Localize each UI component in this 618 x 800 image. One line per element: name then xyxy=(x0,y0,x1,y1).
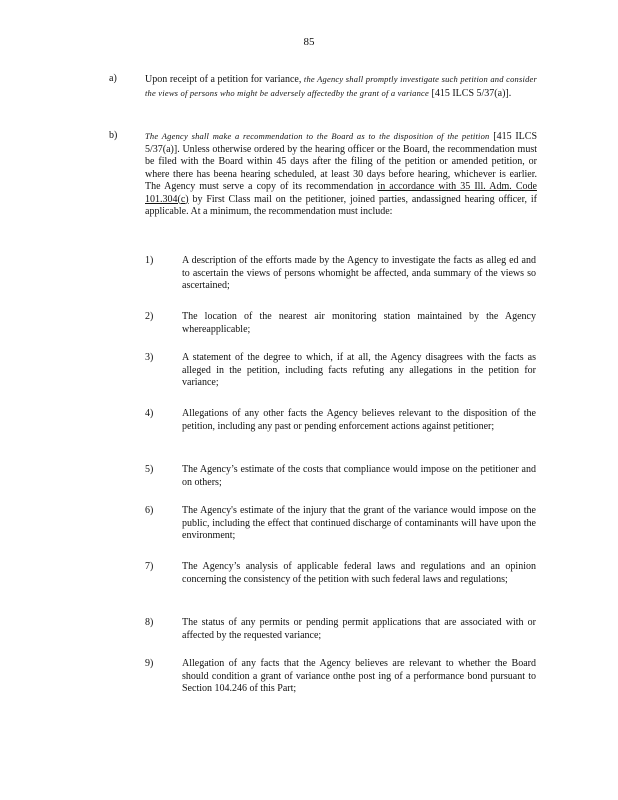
item-text: Allegations of any other facts the Agency believes relevant to the disposition of the petition, including any past or pending enforcement actions against petitioner; xyxy=(182,408,536,432)
item-number: 1) xyxy=(145,255,154,266)
item-number: 4) xyxy=(145,408,154,419)
text-run: [415 ILCS 5/37(a)]. Unless otherwise ordered by the hearing officer or the Board, the recommendation must be filed with the Board within 45 days after the filing of the petition or amended petition, or where there has beena hearing scheduled, at least 30 days before hearing, whichever is earlier. The Agency must serve a copy of its recommendation xyxy=(145,131,538,192)
item-number: 7) xyxy=(145,561,154,572)
item-number: 6) xyxy=(145,505,154,516)
item-number: 8) xyxy=(145,617,154,628)
item-text: A description of the efforts made by the Agency to investigate the facts as alleg ed and to ascertain the views of persons whomight be affected, anda summary of the views so ascertained; xyxy=(182,255,536,291)
rule-reference: in accordance with 35 Ill. Adm. Code 101.304(c) xyxy=(145,181,537,205)
section-label: b) xyxy=(109,130,118,141)
text-run: by First Class mail on the petitioner, joined parties, andassigned hearing officer, if applicable. At a minimum, the recommendation must include: xyxy=(145,193,537,217)
item-text: The status of any permits or pending permit applications that are associated with or affected by the requested variance; xyxy=(182,617,536,641)
item-text: Allegation of any facts that the Agency believes are relevant to whether the Board should condition a grant of variance onthe post ing of a performance bond pursuant to Section 104.246 of this Part; xyxy=(182,658,536,694)
item-number: 5) xyxy=(145,464,154,475)
text-run: Upon receipt of a petition for variance, xyxy=(145,74,304,85)
section-text xyxy=(145,73,537,100)
item-number: 3) xyxy=(145,352,154,363)
statutory-text: The Agency shall make a recommendation to the Board as to the disposition of the petition xyxy=(145,131,490,141)
citation: [415 ILCS 5/37(a)]. xyxy=(429,87,512,99)
section-label: a) xyxy=(109,73,117,84)
item-text: The Agency’s estimate of the costs that compliance would impose on the petitioner and on others; xyxy=(182,464,536,488)
item-text: The Agency’s analysis of applicable federal laws and regulations and an opinion concerning the consistency of the petition with such federal laws and regulations; xyxy=(182,561,536,585)
item-text: A statement of the degree to which, if at all, the Agency disagrees with the facts as alleged in the petition, including facts refuting any allegations in the petition for variance; xyxy=(182,352,536,388)
item-text: The Agency's estimate of the injury that the grant of the variance would impose on the public, including the effect that continued discharge of contaminants will have upon the environment; xyxy=(182,505,536,541)
section-text xyxy=(145,130,537,219)
page-number: 85 xyxy=(303,36,315,48)
statutory-text: the Agency shall promptly investigate such petition and consider the views of persons who might be adversely affectedby the grant of a variance xyxy=(145,74,537,98)
item-number: 9) xyxy=(145,658,154,669)
item-text: The location of the nearest air monitoring station maintained by the Agency whereapplicable; xyxy=(182,311,536,335)
item-number: 2) xyxy=(145,311,154,322)
